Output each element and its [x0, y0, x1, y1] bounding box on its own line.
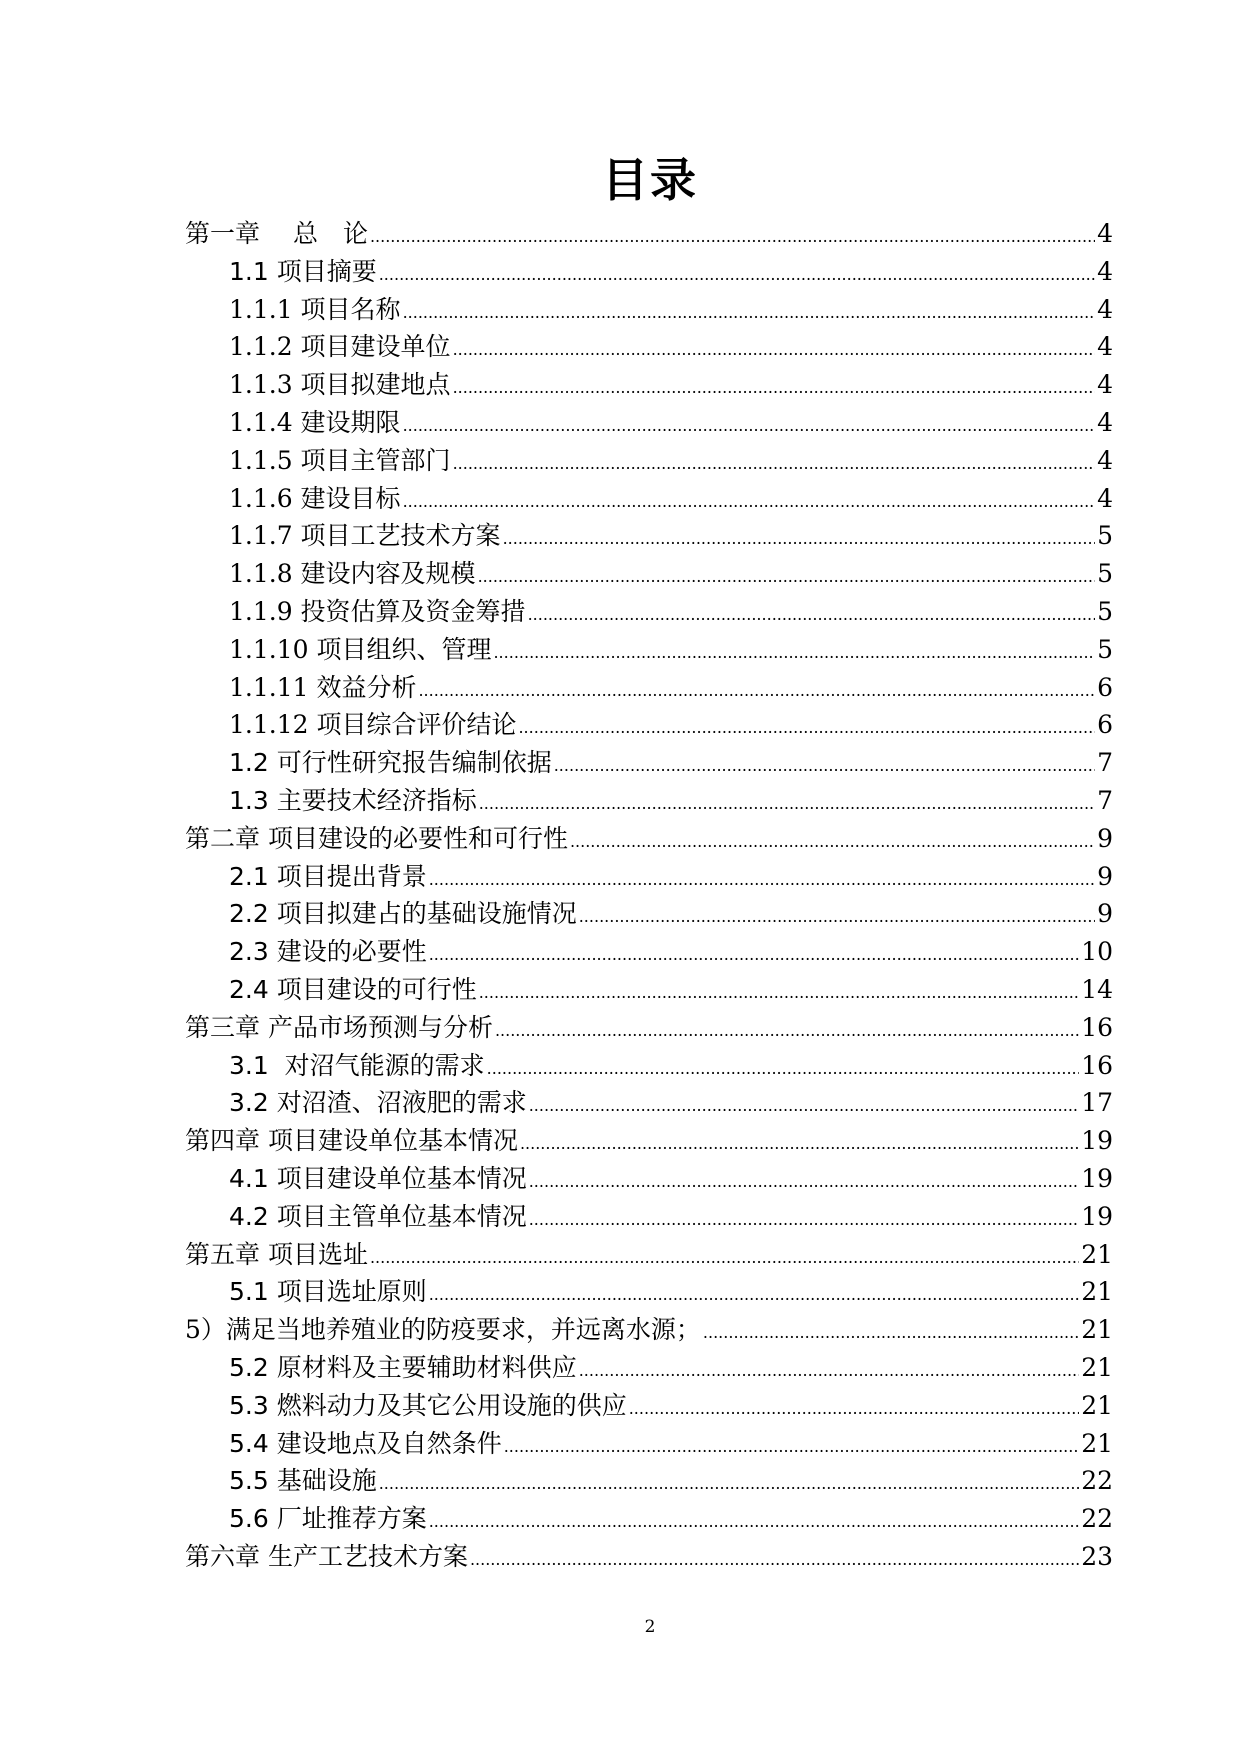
toc-dot-leader	[504, 1428, 1079, 1466]
toc-entry-page: 16	[1081, 1012, 1113, 1042]
toc-entry-label: 1.1.11 效益分析	[229, 672, 417, 702]
toc-entry-label: 1.1.8 建设内容及规模	[229, 559, 476, 589]
toc-dot-leader	[479, 974, 1079, 1012]
toc-entry-label: 1.1 项目摘要	[229, 256, 377, 286]
table-of-contents	[185, 215, 1113, 1576]
toc-dot-leader	[379, 256, 1095, 294]
toc-entry[interactable]	[185, 328, 1113, 366]
toc-dot-leader	[429, 936, 1079, 974]
toc-entry-label: 1.1.10 项目组织、管理	[229, 634, 492, 664]
toc-entry-page: 19	[1081, 1126, 1113, 1156]
toc-entry-label: 1.1.3 项目拟建地点	[229, 370, 451, 400]
toc-entry-page: 17	[1081, 1088, 1113, 1118]
toc-entry[interactable]	[185, 971, 1113, 1009]
toc-dot-leader	[453, 369, 1096, 407]
toc-entry-label: 第四章 项目建设单位基本情况	[185, 1126, 518, 1156]
toc-dot-leader	[429, 861, 1095, 899]
toc-entry-label: 1.1.1 项目名称	[229, 294, 401, 324]
toc-dot-leader	[529, 1087, 1079, 1125]
toc-entry-label: 1.1.6 建设目标	[229, 483, 401, 513]
toc-entry-label: 2.3 建设的必要性	[229, 937, 427, 967]
toc-dot-leader	[493, 634, 1095, 672]
toc-entry-page: 19	[1081, 1201, 1113, 1231]
toc-entry-page: 21	[1081, 1428, 1113, 1458]
toc-entry-label: 4.1 项目建设单位基本情况	[229, 1163, 527, 1193]
toc-entry[interactable]	[185, 1349, 1113, 1387]
toc-entry-page: 4	[1097, 407, 1113, 437]
toc-entry-page: 5	[1097, 559, 1113, 589]
toc-entry-page: 4	[1097, 294, 1113, 324]
toc-entry[interactable]	[185, 366, 1113, 404]
toc-entry[interactable]	[185, 442, 1113, 480]
toc-entry-label: 第一章 总 论	[185, 219, 368, 248]
toc-entry-label: 1.1.9 投资估算及资金筹措	[229, 596, 526, 626]
toc-entry-page: 19	[1081, 1163, 1113, 1193]
toc-entry-label: 第二章 项目建设的必要性和可行性	[185, 823, 568, 853]
toc-entry-page: 21	[1081, 1315, 1113, 1345]
toc-dot-leader	[479, 785, 1095, 823]
toc-entry[interactable]	[185, 744, 1113, 782]
toc-entry[interactable]	[185, 631, 1113, 669]
toc-entry[interactable]	[185, 1084, 1113, 1122]
toc-dot-leader	[579, 1352, 1079, 1390]
toc-entry[interactable]	[185, 858, 1113, 896]
toc-dot-leader	[403, 483, 1096, 521]
toc-entry-label: 1.1.4 建设期限	[229, 407, 401, 437]
toc-entry[interactable]	[185, 215, 1113, 253]
toc-entry[interactable]	[185, 517, 1113, 555]
toc-entry-page: 4	[1097, 445, 1113, 475]
toc-entry-label: 第六章 生产工艺技术方案	[185, 1541, 468, 1571]
toc-entry-label: 1.1.7 项目工艺技术方案	[229, 521, 501, 551]
toc-entry[interactable]	[185, 291, 1113, 329]
toc-entry-page: 4	[1097, 483, 1113, 513]
toc-entry-page: 4	[1097, 219, 1113, 248]
toc-entry[interactable]	[185, 1009, 1113, 1047]
toc-entry-page: 21	[1081, 1352, 1113, 1382]
toc-dot-leader	[418, 672, 1095, 710]
toc-dot-leader	[520, 1125, 1079, 1163]
toc-dot-leader	[518, 709, 1095, 747]
toc-entry[interactable]	[185, 1311, 1113, 1349]
toc-entry[interactable]	[185, 1198, 1113, 1236]
toc-entry-label: 2.2 项目拟建占的基础设施情况	[229, 899, 577, 929]
toc-entry[interactable]	[185, 1160, 1113, 1198]
toc-entry-label: 5）满足当地养殖业的防疫要求，并远离水源；	[185, 1315, 701, 1345]
toc-entry-page: 5	[1097, 521, 1113, 551]
toc-dot-leader	[453, 331, 1096, 369]
toc-entry-label: 5.4 建设地点及自然条件	[229, 1428, 502, 1458]
toc-entry-page: 21	[1081, 1239, 1113, 1269]
toc-entry-label: 4.2 项目主管单位基本情况	[229, 1201, 527, 1231]
toc-entry-page: 23	[1081, 1541, 1113, 1571]
toc-dot-leader	[528, 596, 1096, 634]
toc-entry-page: 7	[1097, 785, 1113, 815]
toc-entry-label: 2.4 项目建设的可行性	[229, 974, 477, 1004]
toc-entry-page: 4	[1097, 370, 1113, 400]
toc-entry-page: 22	[1081, 1466, 1113, 1496]
toc-dot-leader	[453, 445, 1096, 483]
toc-dot-leader	[495, 1012, 1079, 1050]
toc-entry-label: 3.1 对沼气能源的需求	[229, 1050, 485, 1080]
toc-dot-leader	[579, 898, 1095, 936]
toc-entry-page: 7	[1097, 748, 1113, 778]
toc-entry[interactable]	[185, 253, 1113, 291]
toc-dot-leader	[503, 520, 1096, 558]
toc-entry-label: 5.2 原材料及主要辅助材料供应	[229, 1352, 577, 1382]
toc-entry-label: 5.6 厂址推荐方案	[229, 1504, 427, 1534]
toc-entry-page: 5	[1097, 634, 1113, 664]
toc-entry-page: 4	[1097, 256, 1113, 286]
toc-entry[interactable]	[185, 555, 1113, 593]
toc-entry[interactable]	[185, 782, 1113, 820]
toc-dot-leader	[403, 407, 1096, 445]
toc-entry-label: 第三章 产品市场预测与分析	[185, 1012, 493, 1042]
toc-entry-page: 9	[1097, 861, 1113, 891]
toc-dot-leader	[529, 1163, 1079, 1201]
toc-entry[interactable]	[185, 1122, 1113, 1160]
toc-entry[interactable]	[185, 1236, 1113, 1274]
toc-entry[interactable]	[185, 1047, 1113, 1085]
toc-entry-page: 9	[1097, 899, 1113, 929]
toc-entry-label: 5.1 项目选址原则	[229, 1277, 427, 1307]
toc-dot-leader	[370, 1239, 1079, 1277]
toc-dot-leader	[370, 218, 1095, 256]
toc-entry-label: 第五章 项目选址	[185, 1239, 368, 1269]
toc-entry[interactable]	[185, 593, 1113, 631]
toc-entry-page: 6	[1097, 672, 1113, 702]
toc-dot-leader	[429, 1503, 1079, 1541]
toc-entry[interactable]	[185, 480, 1113, 518]
toc-entry[interactable]	[185, 404, 1113, 442]
toc-entry-page: 6	[1097, 710, 1113, 740]
toc-entry-page: 16	[1081, 1050, 1113, 1080]
toc-dot-leader	[379, 1465, 1079, 1503]
toc-entry-label: 1.1.2 项目建设单位	[229, 332, 451, 362]
toc-entry[interactable]	[185, 1462, 1113, 1500]
toc-dot-leader	[429, 1276, 1079, 1314]
toc-entry[interactable]	[185, 1500, 1113, 1538]
toc-entry-page: 22	[1081, 1504, 1113, 1534]
toc-dot-leader	[554, 747, 1095, 785]
toc-entry[interactable]	[185, 933, 1113, 971]
toc-entry-page: 9	[1097, 823, 1113, 853]
toc-dot-leader	[629, 1390, 1079, 1428]
toc-entry[interactable]	[185, 706, 1113, 744]
toc-entry-label: 3.2 对沼渣、沼液肥的需求	[229, 1088, 527, 1118]
toc-entry-page: 14	[1081, 974, 1113, 1004]
toc-entry[interactable]	[185, 1538, 1113, 1576]
page-title: 目录	[602, 153, 698, 207]
toc-dot-leader	[487, 1050, 1080, 1088]
toc-entry-page: 5	[1097, 596, 1113, 626]
toc-dot-leader	[403, 294, 1096, 332]
toc-entry[interactable]	[185, 820, 1113, 858]
toc-dot-leader	[470, 1541, 1079, 1579]
toc-entry-label: 1.1.12 项目综合评价结论	[229, 710, 517, 740]
toc-dot-leader	[703, 1314, 1079, 1352]
toc-entry-page: 21	[1081, 1277, 1113, 1307]
toc-entry[interactable]	[185, 895, 1113, 933]
toc-entry-page: 10	[1081, 937, 1113, 967]
toc-entry-label: 1.3 主要技术经济指标	[229, 785, 477, 815]
toc-entry-label: 5.3 燃料动力及其它公用设施的供应	[229, 1390, 627, 1420]
toc-entry-page: 4	[1097, 332, 1113, 362]
toc-entry-label: 2.1 项目提出背景	[229, 861, 427, 891]
toc-entry[interactable]	[185, 1425, 1113, 1463]
toc-entry-page: 21	[1081, 1390, 1113, 1420]
toc-dot-leader	[570, 823, 1095, 861]
toc-dot-leader	[529, 1201, 1079, 1239]
toc-entry[interactable]	[185, 1273, 1113, 1311]
page-number: 2	[644, 1617, 656, 1637]
toc-entry-label: 1.1.5 项目主管部门	[229, 445, 451, 475]
toc-entry[interactable]	[185, 669, 1113, 707]
toc-dot-leader	[478, 558, 1096, 596]
toc-entry-label: 5.5 基础设施	[229, 1466, 377, 1496]
toc-entry[interactable]	[185, 1387, 1113, 1425]
toc-entry-label: 1.2 可行性研究报告编制依据	[229, 748, 552, 778]
